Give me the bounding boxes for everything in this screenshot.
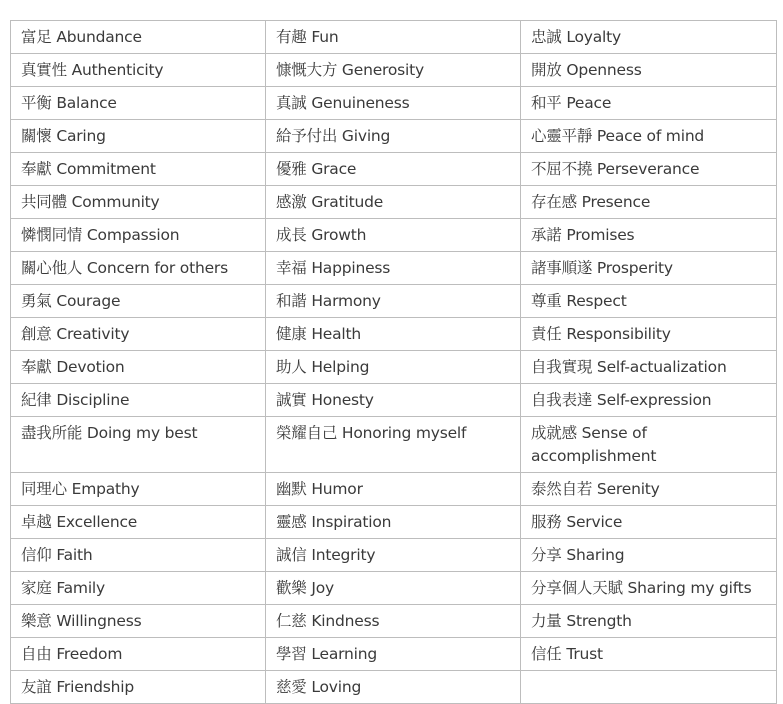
table-cell: 勇氣 Courage xyxy=(11,285,266,318)
table-cell: 關懷 Caring xyxy=(11,120,266,153)
table-cell: 奉獻 Commitment xyxy=(11,153,266,186)
table-row xyxy=(11,384,777,417)
table-row xyxy=(11,671,777,704)
table-cell: 成就感 Sense of accomplishment xyxy=(521,417,777,473)
table-cell xyxy=(521,671,777,704)
table-row xyxy=(11,87,777,120)
table-cell: 樂意 Willingness xyxy=(11,605,266,638)
table-cell: 忠誠 Loyalty xyxy=(521,21,777,54)
table-cell: 優雅 Grace xyxy=(266,153,521,186)
table-cell: 友誼 Friendship xyxy=(11,671,266,704)
table-cell: 助人 Helping xyxy=(266,351,521,384)
values-table xyxy=(10,20,777,704)
table-cell: 真誠 Genuineness xyxy=(266,87,521,120)
table-cell: 分享個人天賦 Sharing my gifts xyxy=(521,572,777,605)
table-row xyxy=(11,21,777,54)
values-table-body xyxy=(11,21,777,704)
table-cell: 學習 Learning xyxy=(266,638,521,671)
table-cell: 誠信 Integrity xyxy=(266,539,521,572)
table-cell: 成長 Growth xyxy=(266,219,521,252)
table-cell: 歡樂 Joy xyxy=(266,572,521,605)
table-cell: 誠實 Honesty xyxy=(266,384,521,417)
table-cell: 給予付出 Giving xyxy=(266,120,521,153)
table-row xyxy=(11,54,777,87)
table-cell: 真實性 Authenticity xyxy=(11,54,266,87)
table-cell: 幸福 Happiness xyxy=(266,252,521,285)
table-cell: 感激 Gratitude xyxy=(266,186,521,219)
table-cell: 富足 Abundance xyxy=(11,21,266,54)
table-cell: 存在感 Presence xyxy=(521,186,777,219)
table-cell: 仁慈 Kindness xyxy=(266,605,521,638)
table-row xyxy=(11,605,777,638)
table-row xyxy=(11,153,777,186)
table-cell: 盡我所能 Doing my best xyxy=(11,417,266,473)
table-cell: 奉獻 Devotion xyxy=(11,351,266,384)
table-cell: 創意 Creativity xyxy=(11,318,266,351)
table-cell: 和諧 Harmony xyxy=(266,285,521,318)
table-cell: 服務 Service xyxy=(521,506,777,539)
table-cell: 榮耀自己 Honoring myself xyxy=(266,417,521,473)
table-row xyxy=(11,351,777,384)
table-row xyxy=(11,186,777,219)
table-row xyxy=(11,417,777,473)
table-cell: 力量 Strength xyxy=(521,605,777,638)
table-row xyxy=(11,506,777,539)
table-cell: 有趣 Fun xyxy=(266,21,521,54)
table-cell: 分享 Sharing xyxy=(521,539,777,572)
table-row xyxy=(11,285,777,318)
table-cell: 信任 Trust xyxy=(521,638,777,671)
table-cell: 心靈平靜 Peace of mind xyxy=(521,120,777,153)
table-row xyxy=(11,252,777,285)
table-cell: 慷慨大方 Generosity xyxy=(266,54,521,87)
table-row xyxy=(11,539,777,572)
table-cell: 責任 Responsibility xyxy=(521,318,777,351)
table-cell: 自我表達 Self-expression xyxy=(521,384,777,417)
table-row xyxy=(11,473,777,506)
table-cell: 諸事順遂 Prosperity xyxy=(521,252,777,285)
table-cell: 同理心 Empathy xyxy=(11,473,266,506)
table-cell: 共同體 Community xyxy=(11,186,266,219)
table-cell: 卓越 Excellence xyxy=(11,506,266,539)
table-row xyxy=(11,120,777,153)
table-cell: 靈感 Inspiration xyxy=(266,506,521,539)
table-cell: 幽默 Humor xyxy=(266,473,521,506)
table-row xyxy=(11,572,777,605)
table-cell: 自由 Freedom xyxy=(11,638,266,671)
table-row xyxy=(11,318,777,351)
table-cell: 尊重 Respect xyxy=(521,285,777,318)
table-cell: 自我實現 Self-actualization xyxy=(521,351,777,384)
table-cell: 平衡 Balance xyxy=(11,87,266,120)
table-cell: 承諾 Promises xyxy=(521,219,777,252)
table-cell: 開放 Openness xyxy=(521,54,777,87)
table-row xyxy=(11,638,777,671)
table-cell: 健康 Health xyxy=(266,318,521,351)
table-cell: 泰然自若 Serenity xyxy=(521,473,777,506)
table-row xyxy=(11,219,777,252)
table-cell: 紀律 Discipline xyxy=(11,384,266,417)
table-cell: 憐憫同情 Compassion xyxy=(11,219,266,252)
table-cell: 慈愛 Loving xyxy=(266,671,521,704)
table-cell: 關心他人 Concern for others xyxy=(11,252,266,285)
table-cell: 和平 Peace xyxy=(521,87,777,120)
table-cell: 家庭 Family xyxy=(11,572,266,605)
table-cell: 不屈不撓 Perseverance xyxy=(521,153,777,186)
table-cell: 信仰 Faith xyxy=(11,539,266,572)
